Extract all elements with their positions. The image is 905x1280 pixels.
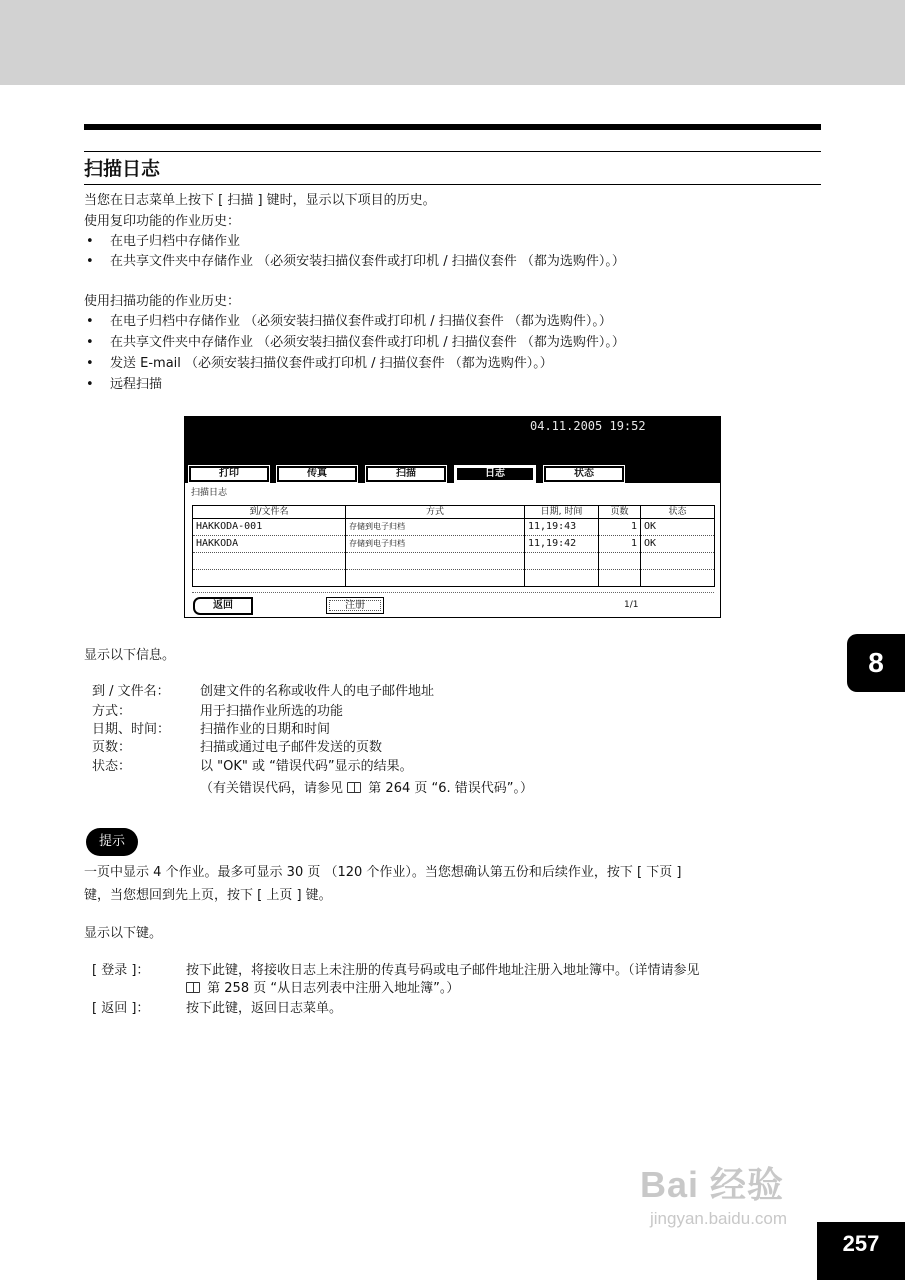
scan-log-table bbox=[192, 505, 715, 587]
watermark-logo: Bai 经验 bbox=[640, 1164, 785, 1205]
bullet-dot: • bbox=[86, 234, 94, 249]
table-row[interactable] bbox=[193, 570, 715, 587]
list-item: 发送 E-mail （必须安装扫描仪套件或打印机 / 扫描仪套件 （都为选购件）。） bbox=[110, 356, 553, 371]
tab-status[interactable]: 状态 bbox=[544, 466, 624, 482]
scan-log-screen bbox=[184, 416, 721, 618]
cell-method: 存储到电子归档 bbox=[346, 519, 525, 536]
info-label: 方式： bbox=[92, 704, 132, 719]
info-desc: 扫描作业的日期和时间 bbox=[200, 722, 331, 737]
column-header: 日期, 时间 bbox=[525, 506, 599, 519]
table-row[interactable] bbox=[193, 536, 715, 553]
cell-destination bbox=[193, 570, 346, 587]
info-desc: 以 "OK" 或 “错误代码”显示的结果。 bbox=[200, 759, 413, 774]
cell-destination bbox=[193, 553, 346, 570]
cell-method bbox=[346, 570, 525, 587]
tab-scan[interactable]: 扫描 bbox=[366, 466, 446, 482]
column-header: 方式 bbox=[346, 506, 525, 519]
cell-method: 存储到电子归档 bbox=[346, 536, 525, 553]
book-icon bbox=[186, 982, 200, 993]
bullet-dot: • bbox=[86, 335, 94, 350]
screen-divider bbox=[192, 592, 714, 593]
info-label: 到 / 文件名： bbox=[92, 684, 170, 699]
list-item: 在共享文件夹中存储作业 （必须安装扫描仪套件或打印机 / 扫描仪套件 （都为选购件）。） bbox=[110, 254, 625, 269]
intro-text: 当您在日志菜单上按下 [ 扫描 ] 键时，显示以下项目的历史。 bbox=[84, 193, 436, 208]
header-rule bbox=[84, 124, 821, 130]
register-button[interactable]: 注册 bbox=[326, 597, 384, 614]
book-icon bbox=[347, 782, 361, 793]
cell-pages: 1 bbox=[599, 519, 641, 536]
page-number: 257 bbox=[817, 1222, 905, 1280]
chapter-tab: 8 bbox=[847, 634, 905, 692]
page-indicator: 1/1 bbox=[624, 600, 639, 610]
screen-subtitle: 扫描日志 bbox=[191, 488, 228, 498]
watermark-url: jingyan.baidu.com bbox=[650, 1209, 788, 1228]
key-reference: 第 258 页 “从日志列表中注册入地址簿”。） bbox=[207, 981, 460, 996]
note-prefix: （有关错误代码，请参见 bbox=[200, 781, 344, 796]
column-header: 状态 bbox=[641, 506, 715, 519]
key-label-register: [ 登录 ]： bbox=[92, 963, 150, 978]
cell-status: OK bbox=[641, 519, 715, 536]
cell-pages: 1 bbox=[599, 536, 641, 553]
tab-log[interactable]: 日志 bbox=[455, 466, 535, 482]
screen-datetime: 04.11.2005 19:52 bbox=[530, 419, 646, 433]
cell-datetime: 11,19:42 bbox=[525, 536, 599, 553]
info-heading: 显示以下信息。 bbox=[84, 648, 176, 663]
hint-badge: 提示 bbox=[86, 828, 138, 856]
key-label-back: [ 返回 ]： bbox=[92, 1001, 150, 1016]
cell-status bbox=[641, 553, 715, 570]
cell-status bbox=[641, 570, 715, 587]
cell-datetime bbox=[525, 553, 599, 570]
bullet-dot: • bbox=[86, 314, 94, 329]
list-item: 在共享文件夹中存储作业 （必须安装扫描仪套件或打印机 / 扫描仪套件 （都为选购件）。） bbox=[110, 335, 625, 350]
column-header: 页数 bbox=[599, 506, 641, 519]
table-row[interactable] bbox=[193, 519, 715, 536]
cell-datetime bbox=[525, 570, 599, 587]
cell-pages bbox=[599, 570, 641, 587]
info-label: 状态： bbox=[92, 759, 132, 774]
title-rule-bottom bbox=[84, 184, 821, 185]
list-item: 在电子归档中存储作业 （必须安装扫描仪套件或打印机 / 扫描仪套件 （都为选购件）。） bbox=[110, 314, 612, 329]
tab-print[interactable]: 打印 bbox=[189, 466, 269, 482]
hint-text-line2: 键，当您想回到先上页，按下 [ 上页 ] 键。 bbox=[84, 888, 332, 903]
bullet-dot: • bbox=[86, 254, 94, 269]
bullet-dot: • bbox=[86, 356, 94, 371]
info-label: 日期、时间： bbox=[92, 722, 171, 737]
title-rule-top bbox=[84, 151, 821, 152]
cell-status: OK bbox=[641, 536, 715, 553]
tab-fax[interactable]: 传真 bbox=[277, 466, 357, 482]
cell-method bbox=[346, 553, 525, 570]
key-desc-back: 按下此键，返回日志菜单。 bbox=[186, 1001, 343, 1016]
table-row[interactable] bbox=[193, 553, 715, 570]
section-title: 扫描日志 bbox=[84, 158, 161, 180]
cell-pages bbox=[599, 553, 641, 570]
scan-history-heading: 使用扫描功能的作业历史： bbox=[84, 294, 241, 309]
top-gray-band bbox=[0, 0, 905, 85]
baidu-watermark bbox=[640, 1164, 788, 1228]
list-item: 远程扫描 bbox=[110, 377, 163, 392]
back-button[interactable]: 返回 bbox=[193, 597, 253, 615]
key-desc-register: 按下此键，将接收日志上未注册的传真号码或电子邮件地址注册入地址簿中。（详情请参见 bbox=[186, 963, 700, 978]
copy-history-heading: 使用复印功能的作业历史： bbox=[84, 214, 241, 229]
info-desc: 扫描或通过电子邮件发送的页数 bbox=[200, 740, 383, 755]
keys-heading: 显示以下键。 bbox=[84, 926, 163, 941]
cell-destination: HAKKODA-001 bbox=[193, 519, 346, 536]
key-desc-register-ref bbox=[186, 980, 459, 998]
list-item: 在电子归档中存储作业 bbox=[110, 234, 241, 249]
error-code-note bbox=[200, 780, 533, 798]
note-reference: 第 264 页 “6. 错误代码”。） bbox=[368, 781, 534, 796]
cell-destination: HAKKODA bbox=[193, 536, 346, 553]
info-label: 页数： bbox=[92, 740, 132, 755]
info-desc: 用于扫描作业所选的功能 bbox=[200, 704, 344, 719]
column-header: 到/文件名 bbox=[193, 506, 346, 519]
hint-text-line1: 一页中显示 4 个作业。最多可显示 30 页 （120 个作业）。当您想确认第五份和后续作业，按下 [ 下页 ] bbox=[84, 865, 682, 880]
cell-datetime: 11,19:43 bbox=[525, 519, 599, 536]
info-desc: 创建文件的名称或收件人的电子邮件地址 bbox=[200, 684, 435, 699]
bullet-dot: • bbox=[86, 377, 94, 392]
table-header-row bbox=[193, 506, 715, 519]
